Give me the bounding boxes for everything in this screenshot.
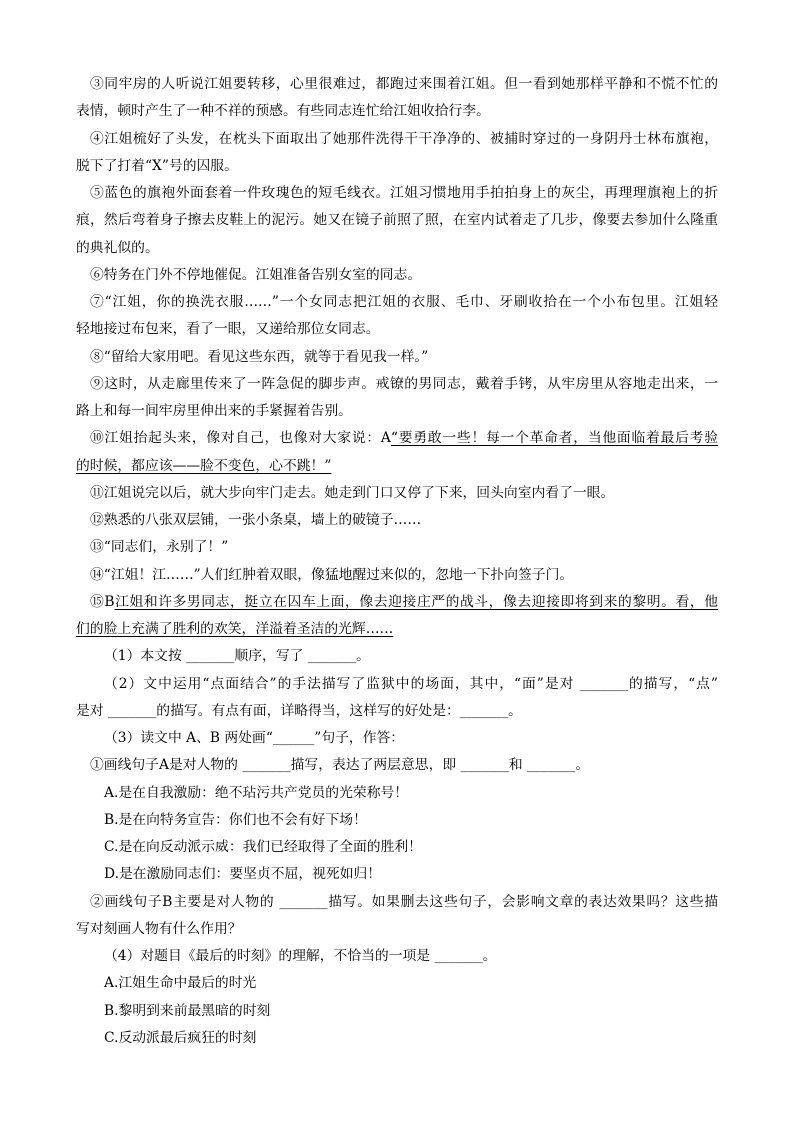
passage-line: ⑦“江姐，你的换洗衣服……”一个女同志把江姐的衣服、毛巾、牙刷收拾在一个小布包里。江姐轻 (90, 294, 718, 310)
passage-line: ⑧“留给大家用吧。看见这些东西，就等于看见我一样。” (90, 348, 429, 365)
paragraph-13 (76, 534, 718, 561)
paragraph-11 (76, 480, 718, 507)
paragraph-5 (76, 180, 718, 262)
paragraph-7 (76, 289, 718, 344)
passage-line: ③同牢房的人听说江姐要转移，心里很难过，都跑过来围着江姐。但一看到她那样平静和不慌不忙的 (90, 76, 718, 92)
question-line: （2）文中运用“点面结合”的手法描写了监狱中的场面，其中，“面”是对 _______的描写，“点” (104, 675, 718, 692)
question-1 (76, 643, 718, 670)
option-d: D.是在激励同志们：要坚贞不屈，视死如归！ (104, 866, 382, 883)
underlined-sentence-b: 们的脸上充满了胜利的欢笑，洋溢着圣洁的光辉…… (76, 621, 394, 637)
paragraph-15 (76, 589, 718, 644)
passage-line: ⑫熟悉的八张双层铺，一张小条桌，墙上的破镜子…… (90, 512, 422, 528)
sub-question-1: ①画线句子A是对人物的 _______描写，表达了两层意思，即 _______和 _______。 (90, 757, 590, 774)
line-text: ⑮B (90, 593, 115, 610)
passage-line: 脱下了打着“X”号的囚服。 (76, 157, 238, 174)
passage-line (76, 425, 718, 452)
option-c: C.是在向反动派示威：我们已经取得了全面的胜利！ (104, 839, 422, 855)
option-b: B.黎明到来前最黑暗的时刻 (104, 1002, 271, 1019)
sub-question-2: 写对刻画人物有什么作用？ (76, 920, 242, 937)
underlined-sentence-a: “要勇敢一些！每一个革命者，当他面临着最后考验 (390, 430, 718, 447)
underlined-sentence-b: 江姐和许多男同志，挺立在囚车上面，像去迎接庄严的战斗，像去迎接即将到来的黎明。看，他 (114, 593, 718, 610)
paragraph-10 (76, 425, 718, 480)
paragraph-4 (76, 126, 718, 181)
question-stem: （4）对题目《最后的时刻》的理解，不恰当的一项是 _______。 (104, 948, 497, 964)
passage-line: ⑪江姐说完以后，就大步向牢门走去。她走到门口又停了下来，回头向室内看了一眼。 (90, 484, 615, 501)
question-line: （1）本文按 _______顺序，写了 _______。 (104, 648, 370, 665)
question-2 (76, 671, 718, 726)
passage-line: 路上和每一间牢房里伸出来的手紧握着告别。 (76, 403, 352, 419)
passage-line (76, 589, 718, 616)
paragraph-9 (76, 371, 718, 426)
passage-line: ⑬“同志们，永别了！” (90, 539, 229, 556)
passage-line: ⑤蓝色的旗袍外面套着一件玫瑰色的短毛线衣。江姐习惯地用手拍拍身上的灰尘，再理理旗袍上的折 (90, 185, 718, 201)
passage-line: ④江姐梳好了头发，在枕头下面取出了她那件洗得干干净净的、被捕时穿过的一身阴丹士林布旗袍， (90, 130, 718, 147)
option-a: A.江姐生命中最后的时光 (104, 975, 257, 992)
paragraph-14 (76, 562, 718, 589)
passage-line: ⑭“江姐！江……”人们红肿着双眼，像猛地醒过来似的，忽地一下扑向签子门。 (90, 566, 574, 583)
paragraph-3 (76, 71, 718, 126)
sub-question-2: ②画线句子B主要是对人物的 _______描写。如果删去这些句子，会影响文章的表达效果吗？这些描 (90, 893, 718, 910)
passage-line: ⑥特务在门外不停地催促。江姐准备告别女室的同志。 (90, 266, 422, 283)
paragraph-12 (76, 507, 718, 534)
option-b: B.是在向特务宣告：你们也不会有好下场！ (104, 811, 367, 828)
question-4 (76, 943, 718, 1052)
passage-line (76, 616, 718, 643)
passage-line: ⑨这时，从走廊里传来了一阵急促的脚步声。戒镣的男同志，戴着手铐，从牢房里从容地走出来，一 (90, 375, 718, 392)
passage (76, 71, 718, 643)
passage-line: 表情，顿时产生了一种不祥的预感。有些同志连忙给江姐收拾行李。 (76, 103, 490, 120)
passage-line (76, 453, 718, 480)
passage-line: 痕，然后弯着身子擦去皮鞋上的泥污。她又在镜子前照了照，在室内试着走了几步，像要去参加什么隆重 (76, 212, 718, 229)
question-line: 是对 _______的描写。有点有面，详略得当，这样写的好处是：_______。 (76, 702, 522, 719)
passage-line: 的典礼似的。 (76, 239, 159, 256)
questions (76, 643, 718, 1052)
question-3 (76, 725, 718, 943)
paragraph-6 (76, 262, 718, 289)
passage-line: 轻地接过布包来，看了一眼，又递给那位女同志。 (76, 321, 380, 338)
question-stem: （3）读文中 A、B 两处画“______”句子，作答： (104, 730, 405, 746)
paragraph-8 (76, 344, 718, 371)
option-a: A.是在自我激励：绝不玷污共产党员的光荣称号！ (104, 784, 409, 801)
line-text: ⑩江姐抬起头来，像对自己，也像对大家说：A (90, 430, 391, 447)
option-c: C.反动派最后疯狂的时刻 (104, 1029, 257, 1046)
underlined-sentence-a: 的时候，都应该——脸不变色，心不跳！” (76, 457, 332, 474)
